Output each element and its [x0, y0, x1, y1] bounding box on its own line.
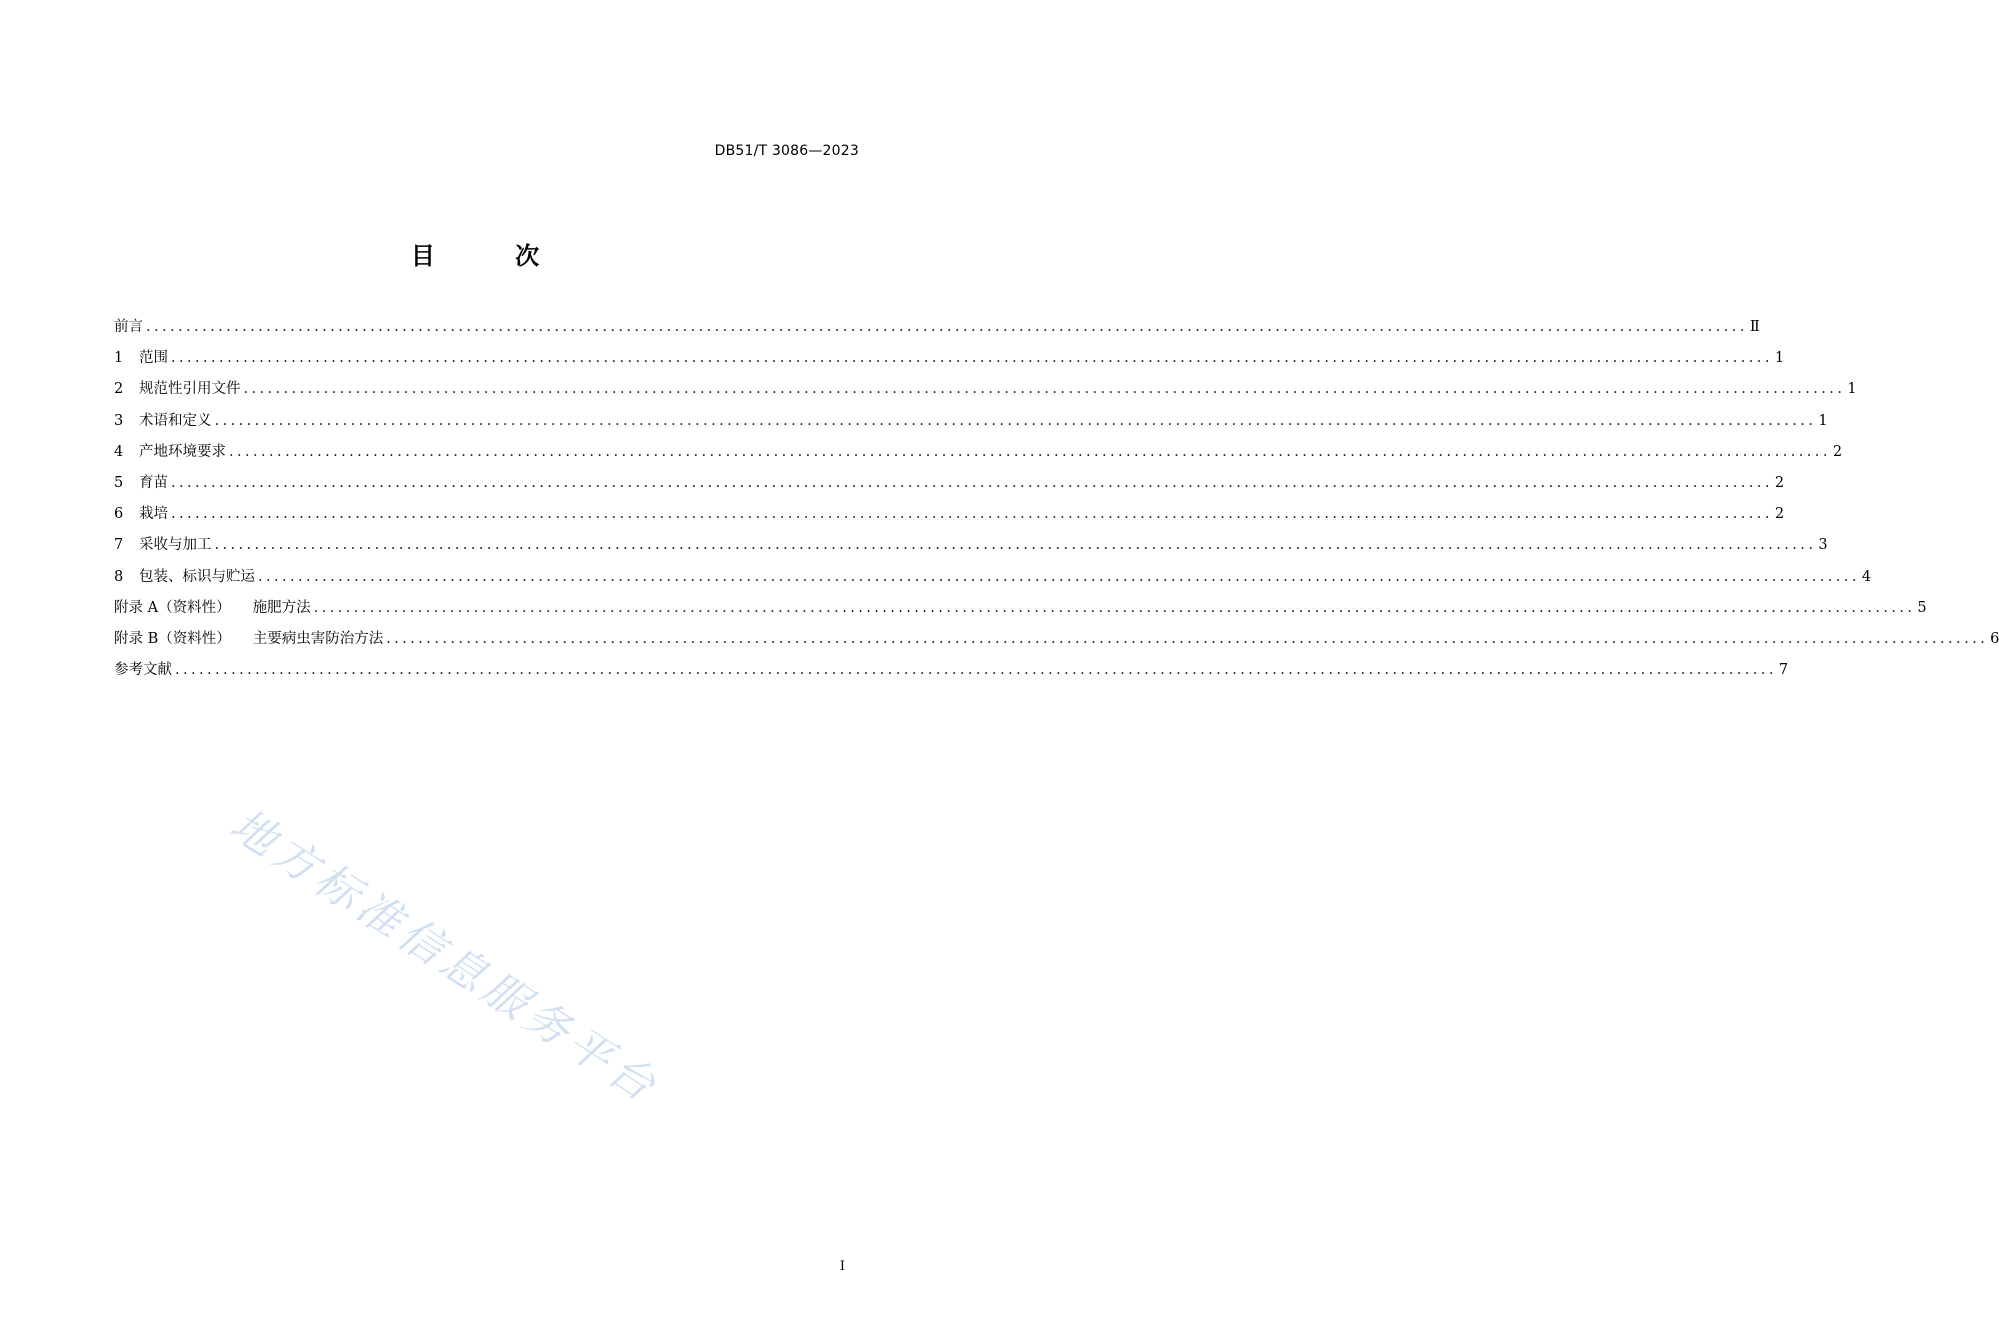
- toc-entry-label: 范围: [139, 350, 168, 367]
- toc-leader-dots: ........................................................................................................................................................................................................: [258, 568, 1860, 585]
- toc-entry-number: 1: [114, 350, 124, 367]
- toc-entry-number: 4: [114, 443, 124, 460]
- toc-entry-cultivation[interactable]: [114, 500, 1785, 531]
- page-title: 目 次: [410, 242, 576, 270]
- toc-entry-label: 采收与加工: [139, 537, 212, 554]
- toc-entry-sublabel: 主要病虫害防治方法: [252, 630, 384, 647]
- toc-entry-environment[interactable]: [114, 438, 1843, 469]
- toc-entry-page: 2: [1832, 443, 1843, 460]
- toc-entry-label: 前言: [114, 319, 143, 335]
- toc-entry-number: 2: [114, 381, 124, 398]
- toc-entry-scope[interactable]: [114, 344, 1785, 375]
- toc-entry-page: 1: [1774, 350, 1785, 367]
- toc-leader-dots: ........................................................................................................................................................................................................: [214, 537, 1817, 554]
- toc-leader-dots: ........................................................................................................................................................................................................: [171, 474, 1773, 491]
- toc-leader-dots: ........................................................................................................................................................................................................: [171, 506, 1773, 523]
- toc-entry-number: 8: [114, 568, 124, 585]
- toc-entry-bibliography[interactable]: [114, 656, 1789, 687]
- toc-leader-dots: ........................................................................................................................................................................................................: [313, 599, 1916, 616]
- toc-leader-dots: ........................................................................................................................................................................................................: [229, 443, 1831, 460]
- toc-entry-label: 育苗: [139, 474, 168, 491]
- toc-entry-label: 术语和定义: [139, 412, 212, 429]
- table-of-contents: [114, 313, 1999, 687]
- toc-entry-page: 5: [1917, 599, 1927, 616]
- toc-entry-sublabel: 施肥方法: [252, 599, 311, 616]
- toc-leader-dots: ........................................................................................................................................................................................................: [175, 662, 1777, 679]
- watermark-text: 地方标准信息服务平台: [221, 799, 669, 1115]
- toc-entry-number: 5: [114, 474, 124, 491]
- toc-leader-dots: ........................................................................................................................................................................................................: [214, 412, 1817, 429]
- toc-entry-number: 3: [114, 412, 124, 429]
- toc-entry-label: 包装、标识与贮运: [139, 568, 255, 585]
- toc-entry-foreword[interactable]: [114, 313, 1760, 344]
- toc-entry-page: 2: [1774, 474, 1785, 491]
- toc-entry-label: 栽培: [139, 506, 168, 523]
- toc-entry-page: 1: [1818, 412, 1828, 429]
- document-code: DB51/T 3086—2023: [714, 143, 859, 159]
- toc-entry-label: 附录 B（资料性）: [114, 630, 231, 647]
- toc-entry-label: 产地环境要求: [139, 443, 226, 460]
- toc-entry-harvest-processing[interactable]: [114, 531, 1828, 562]
- toc-entry-page: 6: [1990, 630, 1999, 647]
- page-number: I: [839, 1259, 845, 1274]
- toc-entry-page: 4: [1861, 568, 1872, 585]
- toc-entry-page: 7: [1778, 662, 1789, 679]
- toc-entry-appendix-b[interactable]: [114, 625, 1999, 656]
- toc-entry-page: 3: [1818, 537, 1828, 554]
- toc-entry-number: 7: [114, 537, 124, 554]
- toc-entry-label: 附录 A（资料性）: [114, 599, 231, 616]
- toc-entry-seedling[interactable]: [114, 469, 1785, 500]
- toc-entry-label: 规范性引用文件: [139, 381, 241, 398]
- toc-leader-dots: ........................................................................................................................................................................................................: [146, 319, 1748, 335]
- toc-entry-page: Ⅱ: [1749, 319, 1760, 335]
- toc-leader-dots: ........................................................................................................................................................................................................: [171, 350, 1773, 367]
- toc-entry-appendix-a[interactable]: [114, 594, 1927, 625]
- toc-entry-page: 1: [1847, 381, 1857, 398]
- toc-entry-terms-definitions[interactable]: [114, 407, 1828, 438]
- toc-leader-dots: ........................................................................................................................................................................................................: [243, 381, 1846, 398]
- toc-entry-number: 6: [114, 506, 124, 523]
- toc-entry-page: 2: [1774, 506, 1785, 523]
- toc-entry-label: 参考文献: [114, 662, 172, 679]
- toc-leader-dots: ........................................................................................................................................................................................................: [386, 630, 1989, 647]
- toc-entry-packaging[interactable]: [114, 563, 1872, 594]
- toc-entry-normative-references[interactable]: [114, 375, 1857, 406]
